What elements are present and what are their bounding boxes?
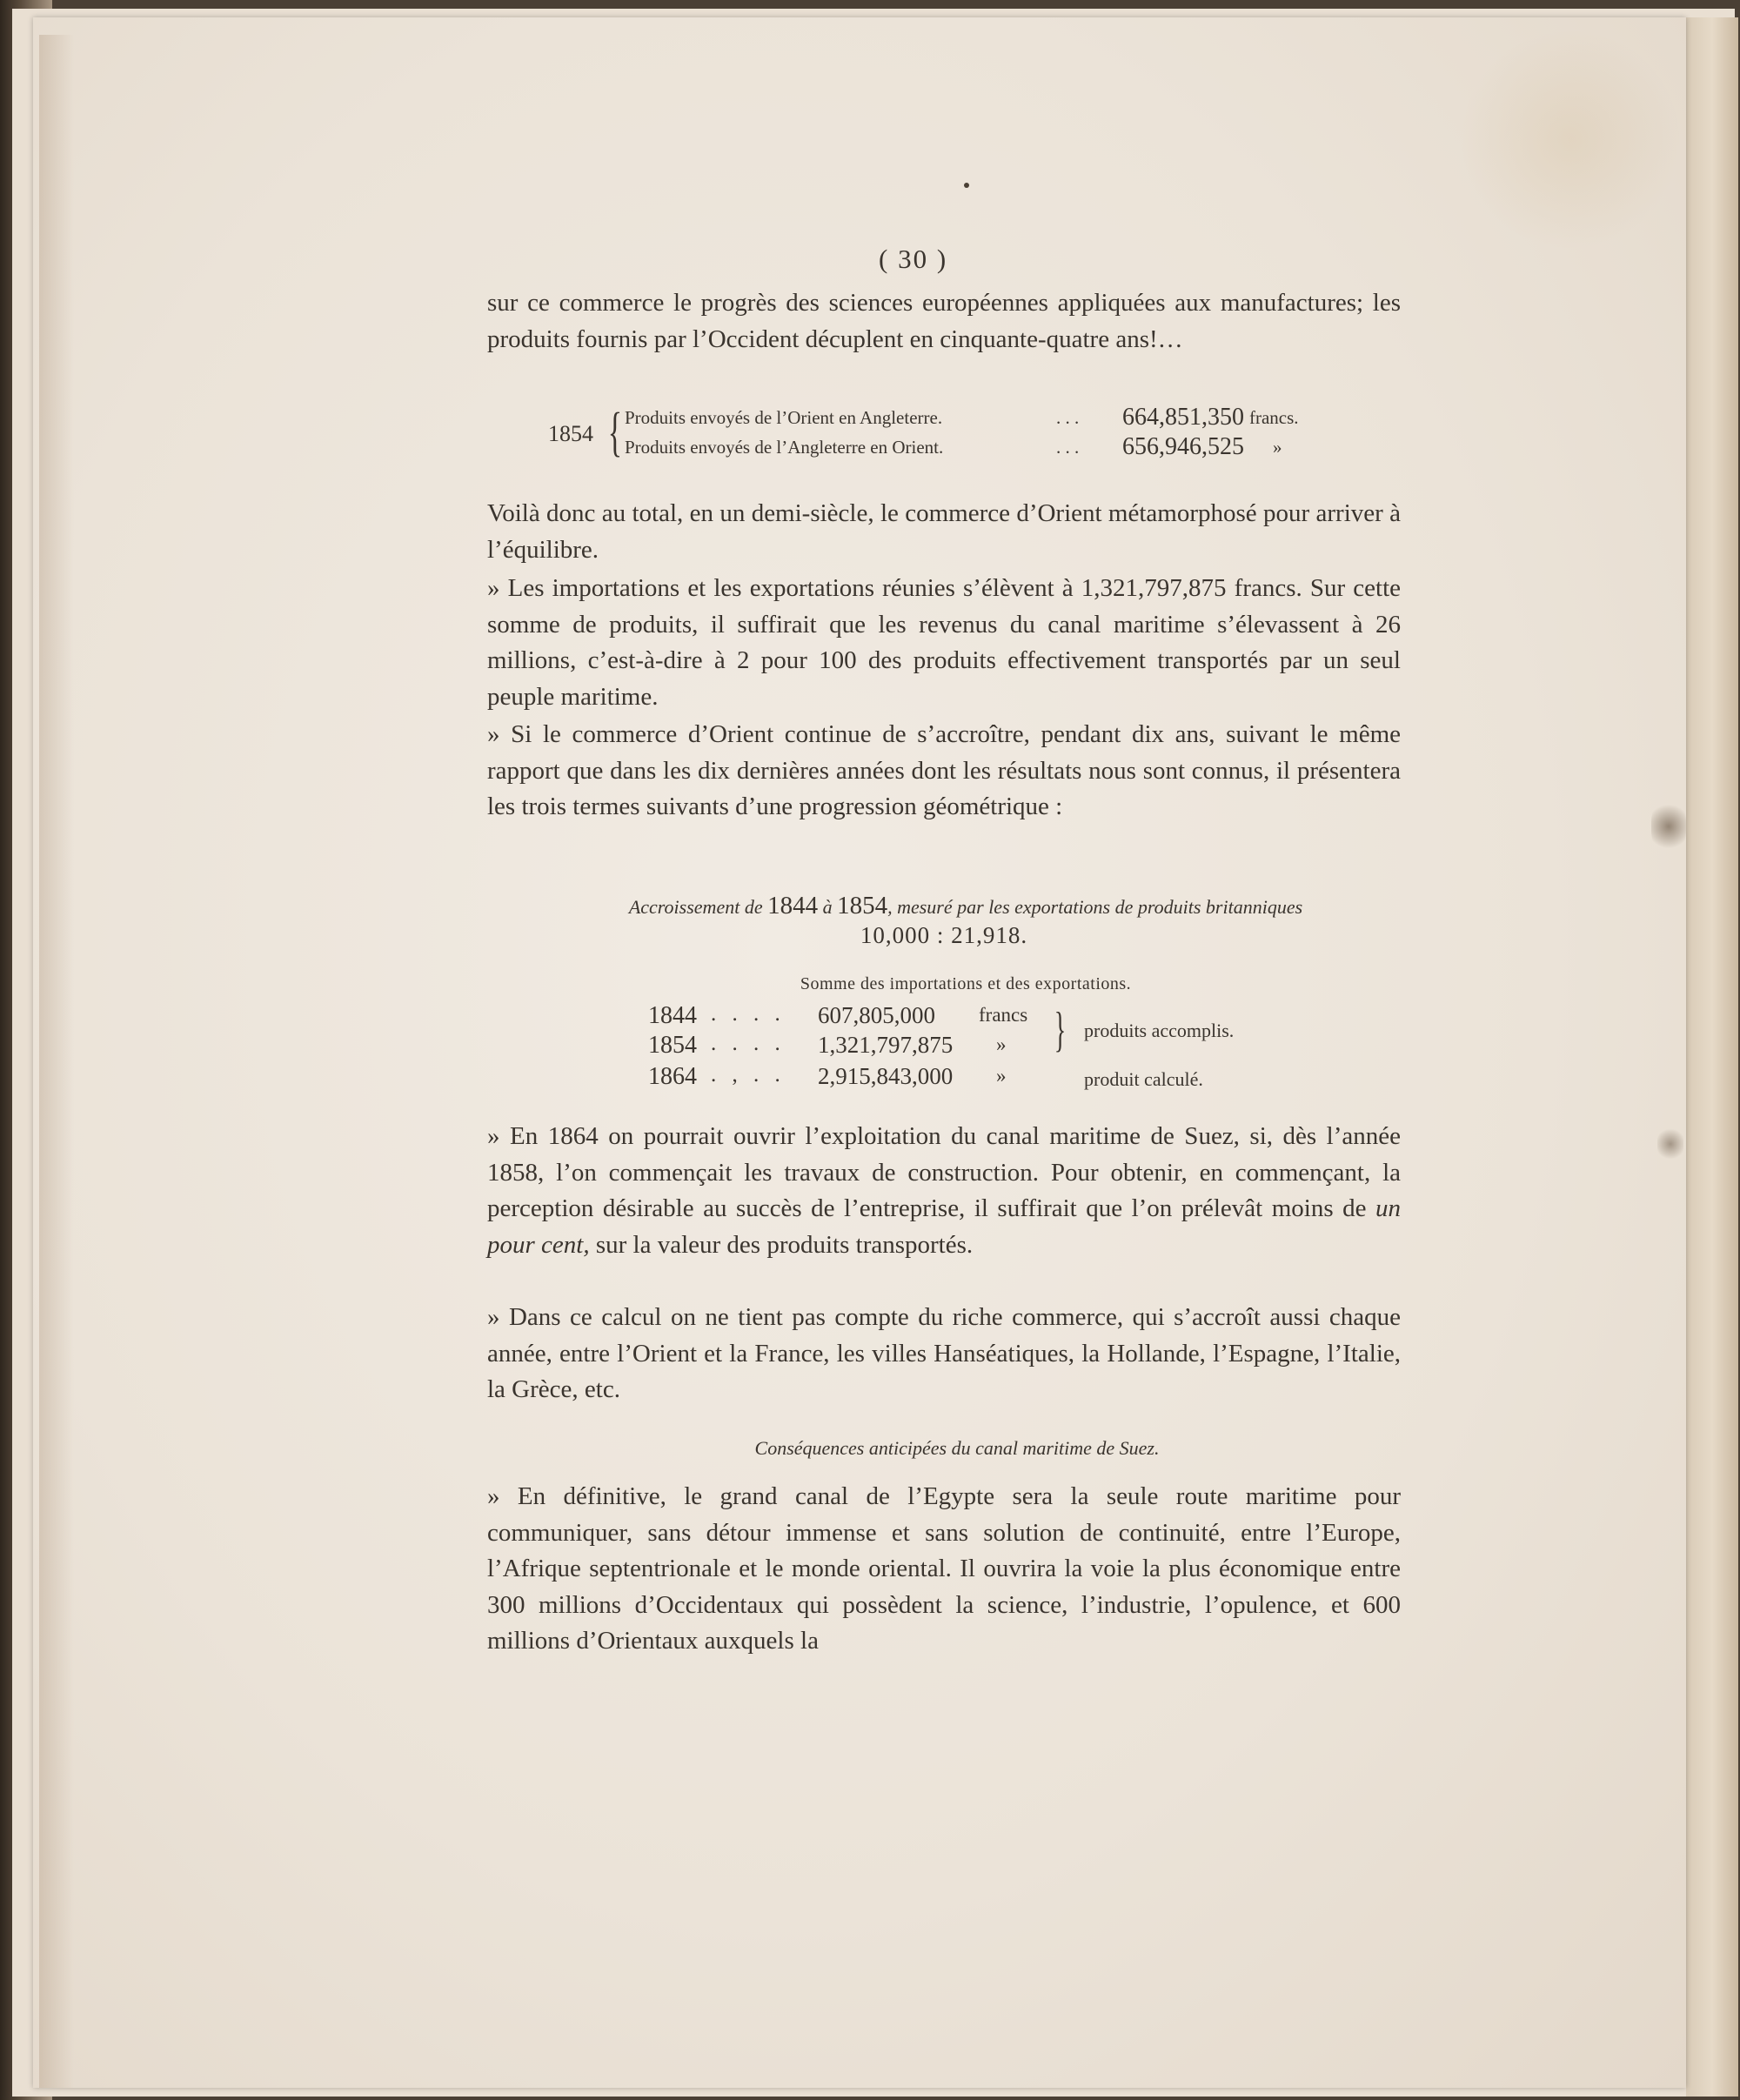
paragraph-5-italic: un pour cent, bbox=[487, 1194, 1401, 1259]
sum-amount: 2,915,843,000 bbox=[818, 1063, 954, 1089]
row-leader-dots: . . . bbox=[1056, 437, 1080, 458]
row-leader-dots: . . . bbox=[1056, 407, 1080, 428]
label-produits-accomplis: produits accomplis. bbox=[1084, 1020, 1235, 1041]
table-row bbox=[625, 404, 1408, 437]
accroissement-year-end: 1854 bbox=[837, 892, 888, 920]
accroissement-prefix: Accroissement de bbox=[628, 896, 768, 918]
sum-amount: 607,805,000 bbox=[818, 1002, 935, 1028]
paper-stain-left bbox=[39, 35, 74, 2088]
curly-brace-right: } bbox=[1054, 1003, 1067, 1057]
curly-brace: { bbox=[607, 403, 623, 462]
table-year-label: 1854 bbox=[548, 421, 593, 446]
paragraph-7: » En définitive, le grand canal de l’Egypte sera la seule route maritime pour communiquer, sans détour immense et sans solution de continuité, entre l’Europe, l’Afrique septentrionale et le monde oriental. Il ouvrira la voie la plus économique entre 300 millions d’Occidentaux qui possèdent la science, l’industrie, l’opulence, et 600 millions d’Orientaux auxquels la bbox=[487, 1482, 1401, 1655]
row-unit: francs. bbox=[1249, 407, 1299, 428]
paragraph-4: » Si le commerce d’Orient continue de s’accroître, pendant dix ans, suivant le même rapport que dans les dix dernières années dont les résultats nous sont connus, il présentera les trois termes suivants d’une progression géométrique : bbox=[487, 720, 1401, 820]
accroissement-heading bbox=[531, 892, 1401, 920]
label-produit-calcule: produit calculé. bbox=[1084, 1068, 1203, 1090]
sum-unit: » bbox=[996, 1033, 1007, 1055]
page-right-edge bbox=[1686, 17, 1738, 2097]
paragraph-3: » Les importations et les exportations réunies s’élèvent à 1,321,797,875 francs. Sur cette somme de produits, il suffirait que les revenus du canal maritime s’élevassent à 26 millions, c’est-à-dire à 2 pour 100 des produits effectivement transportés par un seul peuple maritime. bbox=[487, 574, 1401, 711]
sum-leader-dots: . . . . bbox=[711, 1002, 786, 1026]
row-value: 664,851,350 bbox=[1122, 404, 1244, 431]
binding-thread-mark-lower bbox=[1657, 1127, 1683, 1161]
paragraph-2: Voilà donc au total, en un demi-siècle, le commerce d’Orient métamorphosé pour arriver à l’équilibre. bbox=[487, 499, 1401, 564]
sums-title: Somme des importations et des exportations. bbox=[800, 974, 1132, 993]
row-value: 656,946,525 bbox=[1122, 433, 1244, 460]
sum-unit: » bbox=[996, 1065, 1007, 1087]
sum-year: 1844 bbox=[648, 1002, 697, 1029]
sum-leader-dots: . , . . bbox=[711, 1063, 786, 1087]
accroissement-ratio: 10,000 : 21,918. bbox=[860, 922, 1028, 948]
table-1854 bbox=[548, 403, 1418, 468]
paragraph-6: » Dans ce calcul on ne tient pas compte du riche commerce, qui s’accroît aussi chaque année, entre l’Orient et la France, les villes Hanséatiques, la Hollande, l’Espagne, l’Italie, la Grèce, etc. bbox=[487, 1303, 1401, 1403]
accroissement-year-start: 1844 bbox=[767, 892, 819, 920]
binding-thread-mark bbox=[1651, 800, 1686, 853]
paper-stain-top-right bbox=[1462, 26, 1679, 252]
row-description: Produits envoyés de l’Angleterre en Orient. bbox=[625, 437, 944, 458]
accroissement-suffix: , mesuré par les exportations de produits britanniques bbox=[887, 896, 1303, 918]
paragraph-5-text: » En 1864 on pourrait ouvrir l’exploitation du canal maritime de Suez, si, dès l’année 1858, l’on commençait les travaux de construction. Pour obtenir, en commençant, la perception désirable au succès de l’entreprise, il suffirait que l’on prélevât moins de bbox=[487, 1122, 1401, 1222]
paragraph-1: sur ce commerce le progrès des sciences européennes appliquées aux manufactures; les produits fournis par l’Occident décuplent en cinquante-quatre ans!… bbox=[487, 289, 1401, 353]
sum-amount: 1,321,797,875 bbox=[818, 1032, 954, 1058]
section-heading-consequences: Conséquences anticipées du canal maritime de Suez. bbox=[754, 1437, 1160, 1459]
paragraph-5 bbox=[487, 1119, 1401, 1263]
sum-year: 1864 bbox=[648, 1063, 697, 1090]
page-number: ( 30 ) bbox=[879, 244, 948, 274]
row-description: Produits envoyés de l’Orient en Angleterre. bbox=[625, 407, 943, 428]
paper-speck bbox=[964, 183, 969, 188]
accroissement-middle: à bbox=[818, 896, 838, 918]
sum-unit: francs bbox=[979, 1004, 1028, 1026]
table-row bbox=[625, 433, 1408, 466]
sum-leader-dots: . . . . bbox=[711, 1032, 786, 1055]
paragraph-5-text-end: sur la valeur des produits transportés. bbox=[589, 1230, 974, 1259]
row-unit: » bbox=[1273, 437, 1282, 458]
sum-year: 1854 bbox=[648, 1032, 697, 1059]
